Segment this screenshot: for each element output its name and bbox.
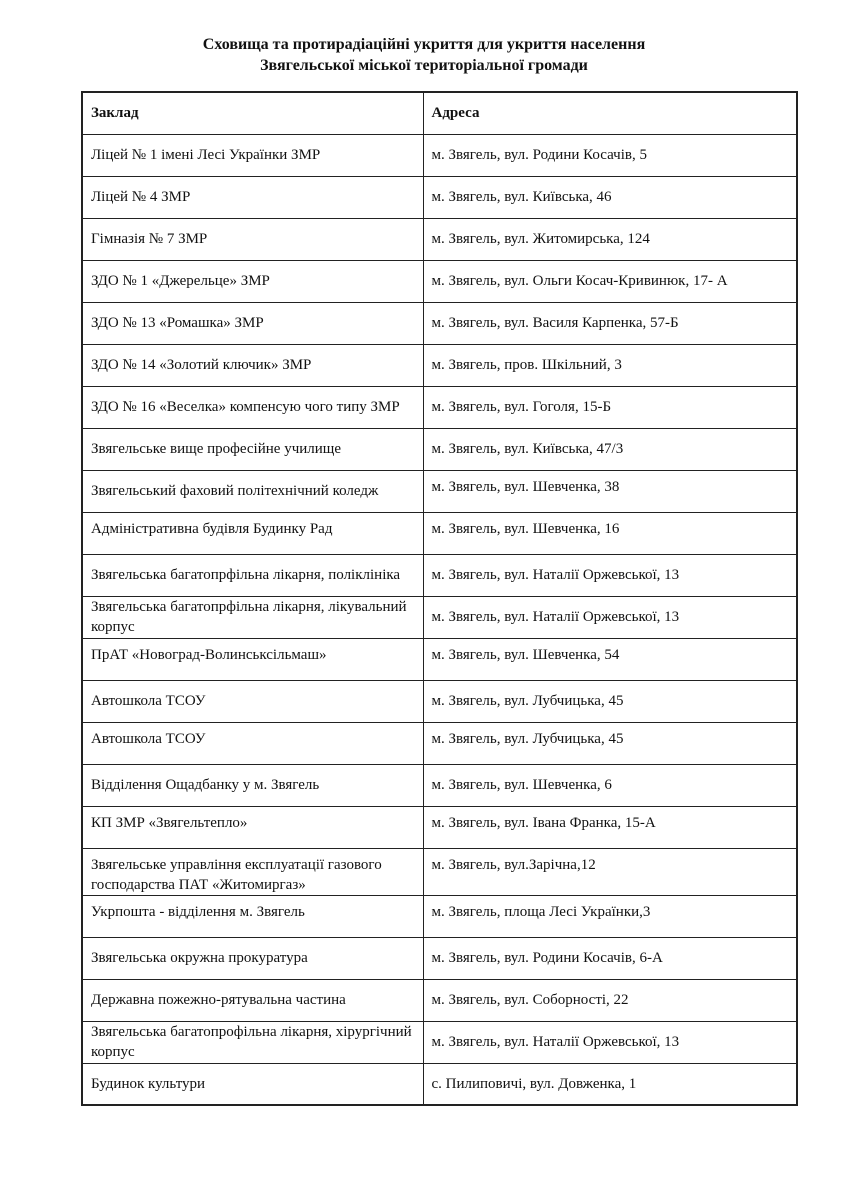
table-row xyxy=(82,895,797,937)
cell-address: м. Звягель, вул. Шевченка, 16 xyxy=(423,512,797,554)
table-row xyxy=(82,512,797,554)
cell-institution: Звягельська багатопрфільна лікарня, поліклініка xyxy=(82,554,423,596)
table-row xyxy=(82,176,797,218)
table-row xyxy=(82,134,797,176)
cell-address: м. Звягель, вул. Родини Косачів, 5 xyxy=(423,134,797,176)
table-row xyxy=(82,344,797,386)
cell-address: м. Звягель, вул. Лубчицька, 45 xyxy=(423,722,797,764)
table-row xyxy=(82,218,797,260)
cell-address: м. Звягель, площа Лесі Українки,3 xyxy=(423,895,797,937)
cell-address: м. Звягель, вул. Лубчицька, 45 xyxy=(423,680,797,722)
table-row xyxy=(82,937,797,979)
cell-institution: ЗДО № 14 «Золотий ключик» ЗМР xyxy=(82,344,423,386)
cell-institution: Автошкола ТСОУ xyxy=(82,722,423,764)
table-row xyxy=(82,386,797,428)
table-row xyxy=(82,979,797,1021)
table-row xyxy=(82,302,797,344)
table-row xyxy=(82,470,797,512)
document-title xyxy=(0,34,848,76)
table-header-row xyxy=(82,92,797,134)
header-institution: Заклад xyxy=(82,92,423,134)
cell-address: м. Звягель, пров. Шкільний, 3 xyxy=(423,344,797,386)
cell-address: м. Звягель, вул. Соборності, 22 xyxy=(423,979,797,1021)
table-row xyxy=(82,764,797,806)
table-row xyxy=(82,428,797,470)
cell-institution: Гімназія № 7 ЗМР xyxy=(82,218,423,260)
cell-institution: Автошкола ТСОУ xyxy=(82,680,423,722)
cell-institution: Звягельська окружна прокуратура xyxy=(82,937,423,979)
cell-address: с. Пилиповичі, вул. Довженка, 1 xyxy=(423,1063,797,1105)
cell-institution: Ліцей № 4 ЗМР xyxy=(82,176,423,218)
cell-address: м. Звягель, вул. Гоголя, 15-Б xyxy=(423,386,797,428)
table-row xyxy=(82,1063,797,1105)
cell-institution: Ліцей № 1 імені Лесі Українки ЗМР xyxy=(82,134,423,176)
cell-address: м. Звягель, вул. Наталії Оржевської, 13 xyxy=(423,554,797,596)
shelters-table xyxy=(81,91,798,1106)
cell-address: м. Звягель, вул.Зарічна,12 xyxy=(423,848,797,895)
cell-institution: Державна пожежно-рятувальна частина xyxy=(82,979,423,1021)
cell-address: м. Звягель, вул. Ольги Косач-Кривинюк, 17- А xyxy=(423,260,797,302)
cell-institution: Будинок культури xyxy=(82,1063,423,1105)
table-row xyxy=(82,1021,797,1063)
cell-institution: ЗДО № 1 «Джерельце» ЗМР xyxy=(82,260,423,302)
cell-address: м. Звягель, вул. Наталії Оржевської, 13 xyxy=(423,1021,797,1063)
cell-address: м. Звягель, вул. Родини Косачів, 6-А xyxy=(423,937,797,979)
cell-institution: ЗДО № 16 «Веселка» компенсую чого типу ЗМР xyxy=(82,386,423,428)
cell-address: м. Звягель, вул. Шевченка, 54 xyxy=(423,638,797,680)
cell-address: м. Звягель, вул. Наталії Оржевської, 13 xyxy=(423,596,797,638)
cell-institution: Звягельська багатопрофільна лікарня, хірургічний корпус xyxy=(82,1021,423,1063)
cell-institution: КП ЗМР «Звягельтепло» xyxy=(82,806,423,848)
table-row xyxy=(82,848,797,895)
cell-address: м. Звягель, вул. Київська, 47/3 xyxy=(423,428,797,470)
cell-institution: Укрпошта - відділення м. Звягель xyxy=(82,895,423,937)
cell-institution: Звягельське вище професійне училище xyxy=(82,428,423,470)
table-row xyxy=(82,638,797,680)
table-row xyxy=(82,806,797,848)
cell-institution: Звягельський фаховий політехнічний коледж xyxy=(82,470,423,512)
cell-address: м. Звягель, вул. Київська, 46 xyxy=(423,176,797,218)
table-row xyxy=(82,260,797,302)
cell-institution: Звягельська багатопрфільна лікарня, лікувальний корпус xyxy=(82,596,423,638)
cell-address: м. Звягель, вул. Житомирська, 124 xyxy=(423,218,797,260)
table-row xyxy=(82,596,797,638)
table-row xyxy=(82,722,797,764)
title-line-2: Звягельської міської територіальної громади xyxy=(260,57,588,74)
table-row xyxy=(82,554,797,596)
cell-address: м. Звягель, вул. Шевченка, 38 xyxy=(423,470,797,512)
title-line-1: Сховища та протирадіаційні укриття для укриття населення xyxy=(202,36,646,53)
cell-institution: Відділення Ощадбанку у м. Звягель xyxy=(82,764,423,806)
header-address: Адреса xyxy=(423,92,797,134)
cell-institution: Адміністративна будівля Будинку Рад xyxy=(82,512,423,554)
table-row xyxy=(82,680,797,722)
cell-institution: Звягельське управління експлуатації газового господарства ПАТ «Житомиргаз» xyxy=(82,848,423,895)
cell-address: м. Звягель, вул. Василя Карпенка, 57-Б xyxy=(423,302,797,344)
cell-address: м. Звягель, вул. Івана Франка, 15-А xyxy=(423,806,797,848)
cell-institution: ЗДО № 13 «Ромашка» ЗМР xyxy=(82,302,423,344)
cell-institution: ПрАТ «Новоград-Волинськсільмаш» xyxy=(82,638,423,680)
cell-address: м. Звягель, вул. Шевченка, 6 xyxy=(423,764,797,806)
